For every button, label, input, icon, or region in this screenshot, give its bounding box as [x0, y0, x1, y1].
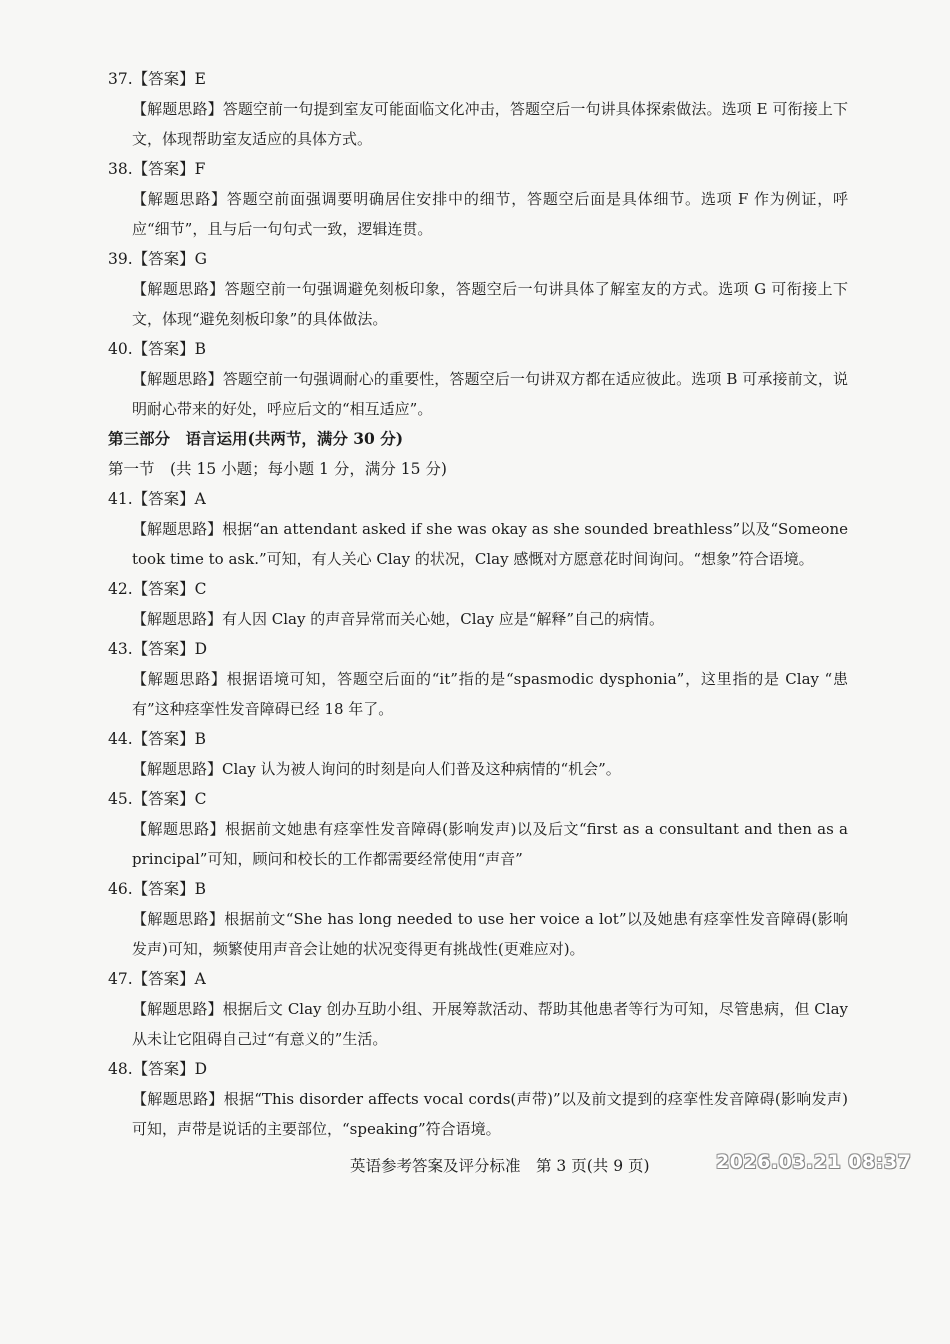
answer-item	[108, 64, 848, 154]
answer-item	[108, 1054, 848, 1144]
explanation-text: 【解题思路】根据前文她患有痉挛性发音障碍(影响发声)以及后文“first as a consultant and then as a principal”可知，顾问和校长的工作都需要经常使用“声音”	[132, 820, 848, 868]
answer-item	[108, 724, 848, 784]
answer-key-content	[108, 64, 848, 1144]
explanation-text: 【解题思路】根据前文“She has long needed to use her voice a lot”以及她患有痉挛性发音障碍(影响发声)可知，频繁使用声音会让她的状况变得更有挑战性(更难应对)。	[132, 910, 848, 958]
answer-label: 44.【答案】B	[108, 730, 207, 748]
answer-item	[108, 154, 848, 244]
answer-label: 47.【答案】A	[108, 970, 206, 988]
answer-item	[108, 964, 848, 1054]
answer-item	[108, 574, 848, 634]
answer-item	[108, 244, 848, 334]
explanation-text: 【解题思路】根据“This disorder affects vocal cords(声带)”以及前文提到的痉挛性发音障碍(影响发声)可知，声带是说话的主要部位，“speaking”符合语境。	[132, 1090, 848, 1138]
timestamp-stamp: 2026.03.21 08:37	[716, 1151, 912, 1173]
explanation-text: 【解题思路】答题空前面强调要明确居住安排中的细节，答题空后面是具体细节。选项 F 作为例证，呼应“细节”，且与后一句句式一致，逻辑连贯。	[132, 190, 848, 238]
explanation-text: 【解题思路】答题空前一句提到室友可能面临文化冲击，答题空后一句讲具体探索做法。选项 E 可衔接上下文，体现帮助室友适应的具体方式。	[132, 100, 848, 148]
explanation-text: 【解题思路】根据后文 Clay 创办互助小组、开展筹款活动、帮助其他患者等行为可知，尽管患病，但 Clay 从未让它阻碍自己过“有意义的”生活。	[132, 1000, 848, 1048]
answer-label: 45.【答案】C	[108, 790, 207, 808]
explanation-text: 【解题思路】根据“an attendant asked if she was okay as she sounded breathless”以及“Someone took time to ask.”可知，有人关心 Clay 的状况，Clay 感慨对方愿意花时间询问。“想象”符合语境。	[132, 520, 848, 568]
answer-item	[108, 784, 848, 874]
answer-label: 39.【答案】G	[108, 250, 208, 268]
explanation-text: 【解题思路】根据语境可知，答题空后面的“it”指的是“spasmodic dysphonia”，这里指的是 Clay “患有”这种痉挛性发音障碍已经 18 年了。	[132, 670, 848, 718]
answer-item	[108, 874, 848, 964]
explanation-text: 【解题思路】答题空前一句强调耐心的重要性，答题空后一句讲双方都在适应彼此。选项 B 可承接前文，说明耐心带来的好处，呼应后文的“相互适应”。	[132, 370, 848, 418]
answer-label: 41.【答案】A	[108, 490, 206, 508]
answer-label: 37.【答案】E	[108, 70, 206, 88]
explanation-text: 【解题思路】答题空前一句强调避免刻板印象，答题空后一句讲具体了解室友的方式。选项 G 可衔接上下文，体现“避免刻板印象”的具体做法。	[132, 280, 848, 328]
section-subheading: 第一节 (共 15 小题；每小题 1 分，满分 15 分)	[108, 460, 447, 478]
answer-item	[108, 334, 848, 424]
page-footer: 英语参考答案及评分标准 第 3 页(共 9 页)	[350, 1157, 650, 1175]
answer-label: 40.【答案】B	[108, 340, 207, 358]
answer-label: 46.【答案】B	[108, 880, 207, 898]
explanation-text: 【解题思路】有人因 Clay 的声音异常而关心她，Clay 应是“解释”自己的病情。	[132, 610, 665, 628]
answer-item	[108, 634, 848, 724]
answer-label: 43.【答案】D	[108, 640, 208, 658]
answer-label: 48.【答案】D	[108, 1060, 208, 1078]
answer-label: 38.【答案】F	[108, 160, 206, 178]
answer-label: 42.【答案】C	[108, 580, 207, 598]
explanation-text: 【解题思路】Clay 认为被人询问的时刻是向人们普及这种病情的“机会”。	[132, 760, 621, 778]
section-heading: 第三部分 语言运用(共两节，满分 30 分)	[108, 429, 404, 448]
answer-item	[108, 484, 848, 574]
